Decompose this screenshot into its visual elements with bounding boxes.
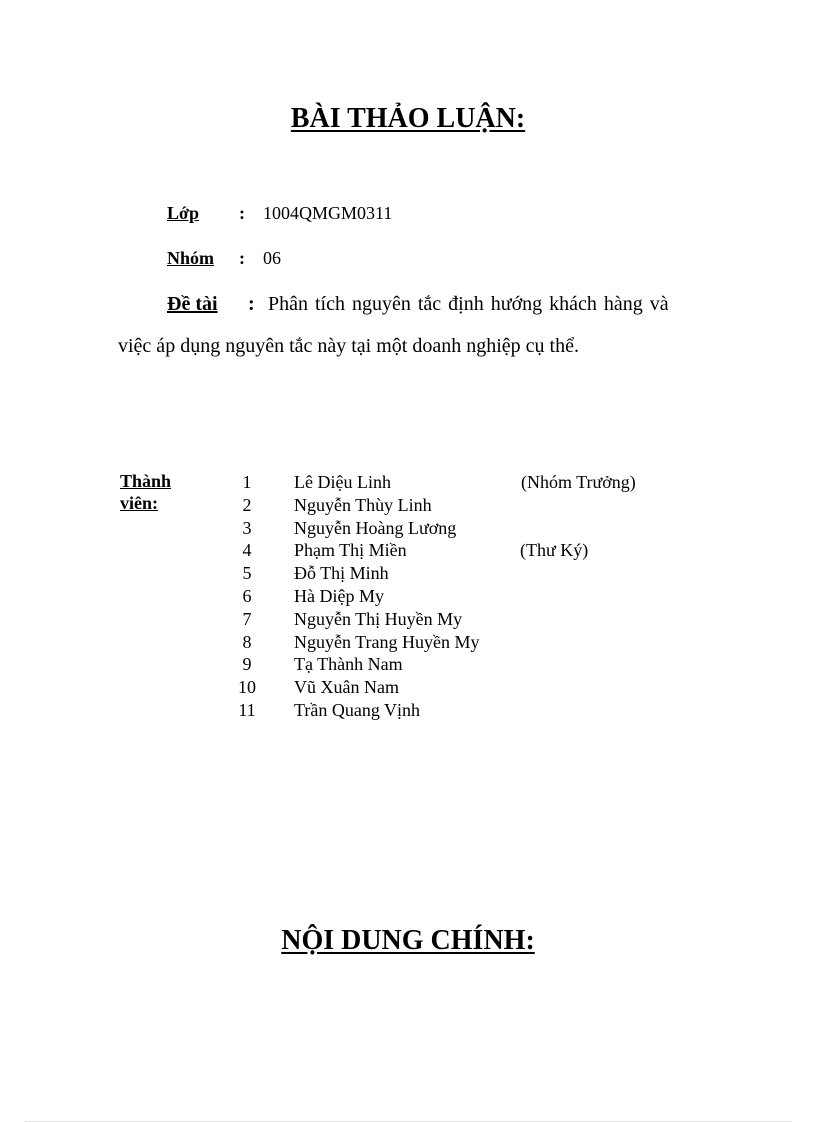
page-bottom-divider [25,1121,791,1122]
member-name: Đỗ Thị Minh [294,563,389,584]
member-name: Phạm Thị Miền [294,540,407,561]
member-name: Nguyễn Trang Huyền My [294,631,480,652]
topic-label: Đề tài [167,293,218,315]
group-label: Nhóm [167,248,215,268]
member-number: 8 [242,631,252,652]
member-name: Nguyễn Thị Huyền My [294,608,463,629]
class-colon: : [239,203,245,223]
member-number: 4 [242,540,252,561]
member-name: Tạ Thành Nam [294,654,403,675]
topic-line-1: Phân tích nguyên tắc định hướng khách hàng và [268,293,669,315]
member-name: Nguyễn Hoàng Lương [294,517,457,538]
document-title: BÀI THẢO LUẬN: [290,103,526,134]
class-label: Lớp [167,203,199,223]
topic-line-2: việc áp dụng nguyên tắc này tại một doanh nghiệp cụ thể. [118,335,579,357]
class-value: 1004QMGM0311 [263,203,393,223]
member-name: Hà Diệp My [294,586,384,606]
topic-colon: : [248,293,255,315]
member-number: 10 [238,677,256,698]
member-number: 11 [238,700,256,720]
section-title: NỘI DUNG CHÍNH: [281,925,535,956]
member-number: 9 [242,654,252,675]
member-name: Trần Quang Vịnh [294,700,421,720]
member-number: 3 [242,517,252,538]
group-colon: : [239,248,245,268]
members-label: Thành viên: [120,471,172,513]
group-value: 06 [263,248,281,268]
member-number: 6 [242,586,252,606]
member-name: Vũ Xuân Nam [294,677,399,698]
member-role: (Nhóm Trưởng) [521,472,636,492]
member-role: (Thư Ký) [520,540,589,561]
member-number: 2 [242,494,252,515]
member-name: Nguyễn Thùy Linh [294,494,432,515]
member-number: 5 [242,563,252,584]
member-name: Lê Diệu Linh [294,472,391,492]
member-number: 7 [242,608,252,629]
member-number: 1 [242,472,252,492]
